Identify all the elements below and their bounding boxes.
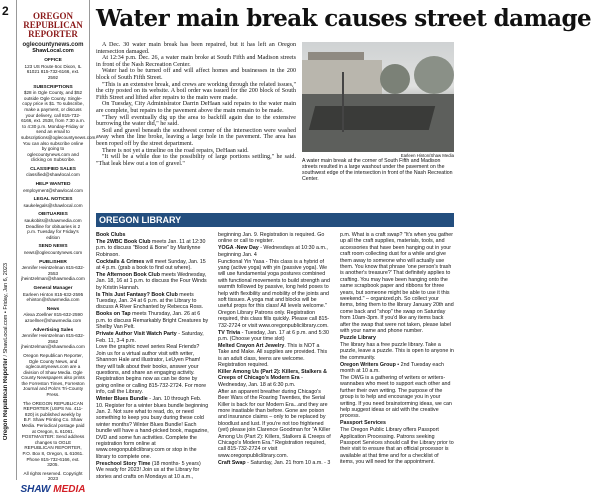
sidebar-block	[21, 212, 85, 240]
sidebar-block-text: Jennifer Heintzelman 815-632-2553 jheintzelman@shawmedia.com	[21, 265, 85, 282]
library-item-title: Melted Crayon Art Jewelry	[218, 342, 285, 349]
sidebar-block	[21, 182, 85, 193]
library-item-text: beginning Jan. 9. Registration is required. Go online or call to register.	[218, 232, 325, 245]
photo-caption: A water main break at the corner of South Fifth and Madison streets resulted in a large washout under the pavement on the southwest edge of the intersection in front of the Nash Recreation Center.	[302, 158, 453, 182]
masthead: OREGON REPUBLICAN REPORTER	[23, 11, 83, 39]
info-sidebar	[17, 0, 97, 495]
sidebar-block-heading: CLASSIFIED SALES	[30, 166, 76, 172]
library-item-text: - Saturday, Jan. 21 from 10 a.m. - 3	[245, 459, 331, 466]
sidebar-block-text: 123 US Route 6oc Dixon, IL 61021 815-732-6166, ext. 2592	[24, 63, 82, 80]
library-column-1	[96, 232, 210, 480]
sidebar-block-heading: SUBSCRIPTIONS	[33, 84, 73, 90]
library-item-text: The library has a free puzzle library. Take a puzzle, leave a puzzle. This is open to anyone in the community.	[340, 341, 454, 361]
sidebar-block-text: The OREGON REPUBLICAN REPORTER (USPS No. 411-820) is published weekly by B.F. Shaw Printing Co. Shaw Media. Periodical postage paid at Oregon, IL 61061. POSTMASTER: Send address changes to OGLE REPUBLICAN REPORTER, P.O. Box 8, Oregon, IL 61061. Phone 815-732-6166, ext. 3205.	[21, 400, 85, 468]
library-item-title: Books on Tap	[96, 311, 131, 318]
sidebar-block	[21, 244, 85, 255]
library-item-text: - Jan. 10 through Feb. 10. Register for a winter blues bundle beginning Jan. 2. Not sure what to read, do, or need something to keep you busy during these cold winter months? Winter Blues Bundle! Each bundle will have a hand-picked book, magazine, DVD and some fun activities. Complete the registration form online at www.oregonpubliclibrary.com or stop in the library to complete one.	[96, 396, 209, 460]
sidebar-block	[21, 401, 85, 468]
library-item-text: Functional Yin Yasa - This class is a hybrid of yang (active yoga) with yin (passive yoga). We will use fundamental yoga postures combined with functional movements to build strength and warmth followed by passive, long held poses to help with flexibility and mobility of the joints and soft tissues. A yoga mat and blocks will be useful props for this class! All levels welcome." Oregon Library Patrons only. Registration required, this class fills quickly. Please call 815-732-2724 or visit www.oregonpubliclibrary.com.	[218, 258, 330, 329]
story-paragraph: Soil and gravel beneath the southwest corner of the intersection were washed away when the line broke, leaving a large hole in the pavement. The area has been roped off by the street department.	[96, 127, 296, 147]
library-item-title: Killer Among Us (Part 2): Killers, Stalkers & Creeps of Chicago's Modern Era	[218, 369, 328, 382]
page-number: 2	[2, 4, 9, 18]
sidebar-block	[21, 286, 85, 303]
library-item-text: meets Wednesday, Jan. 18, 16 at 1 p.m. to discuss the Four Winds by Kristin Hannah.	[96, 271, 207, 291]
sidebar-block-heading: Advertising Sales	[32, 327, 74, 333]
library-item	[218, 343, 332, 369]
sidebar-block	[21, 260, 85, 282]
library-item	[96, 396, 210, 460]
library-item	[340, 375, 454, 420]
library-item-text: - Saturday, Feb. 11, 3-4 p.m.	[96, 331, 204, 344]
library-item	[218, 245, 332, 258]
library-item	[218, 232, 332, 245]
sidebar-block-heading: LEGAL NOTICES	[33, 197, 73, 203]
sidebar-blocks	[17, 58, 97, 482]
library-item	[96, 461, 210, 480]
shaw-media-logo	[17, 483, 89, 495]
sidebar-block-text: saukobits@shawmedia.com Deadline for obituaries is 2 p.m. Tuesday for Friday's edition	[24, 218, 82, 240]
sidebar-block	[21, 167, 85, 178]
library-column-3	[340, 232, 454, 466]
sidebar-block-text: All rights reserved. Copyright 2023	[23, 470, 83, 482]
library-item-title: Puzzle Library	[340, 335, 376, 341]
library-item	[218, 330, 332, 343]
story-paragraph: Water had to be turned off and will affect homes and businesses in the 200 block of South Fifth Street.	[96, 68, 296, 81]
sidebar-block-heading: HELP WANTED	[35, 182, 71, 188]
running-head	[3, 263, 9, 440]
sidebar-block	[21, 328, 85, 350]
library-item	[96, 292, 210, 311]
headline: Water main break causes street damage	[96, 5, 591, 32]
sidebar-block	[21, 353, 85, 398]
library-item-text: meets Tuesday, Jan. 24 at 6 p.m. at the Library to discuss A River Enchanted by Rebecca Ross.	[96, 291, 204, 311]
library-item-title: TV Trivia	[218, 329, 241, 336]
story-paragraph: There is not yet a timeline on the road repairs, DeHaan said.	[102, 147, 249, 154]
sidebar-block-text: saukelegals@shawlocal.com	[23, 202, 83, 208]
library-item-text: - Tuesday, Jan. 17 at 6 p.m. and 5:30 p.m. (Choose your time slot)	[218, 329, 329, 342]
library-item-text: meets Thursday, Jan. 26 at 6 p.m. to discuss Remarkably Bright Creatures by Shelby Van Pelt.	[96, 311, 209, 331]
library-item-text: After an apparent breather during Chicago's Beer Wars of the Roaring Twenties, the Serial Killer is back for our Modern Era...and they are more insatiable than before. Gone are poison and insurance claims – only to be replaced by bloodlust and lust. If you're not too frightened (yet) please join Clarence Goodman for "A Killer Among Us (Part 2): Killers, Stalkers & Creeps of Chicago's Modern Era." Registration required, call 815-732-2724 or visit www.oregonpubliclibrary.com.	[218, 388, 331, 459]
library-item-title: The 2WBC Book Club	[96, 238, 151, 245]
library-item	[340, 420, 454, 426]
library-item-title: Private Author Visit Watch Party	[96, 331, 177, 338]
photo-tree	[380, 64, 410, 94]
sidebar-block	[21, 197, 85, 208]
sidebar-block-heading: SEND NEWS	[38, 244, 68, 250]
story-paragraph: At 12:34 p.m. Dec. 26, a water main broke at South Fifth and Madison streets in front of the Nash Recreation Center.	[96, 55, 296, 68]
library-item	[96, 344, 210, 395]
sidebar-block-heading: PUBLISHER	[39, 259, 67, 265]
library-item	[218, 369, 332, 388]
story-paragraph: "It will be a while due to the possibility of large portions settling," he said. "That leak blew out a ton of gravel."	[96, 154, 296, 167]
sidebar-block	[21, 58, 85, 80]
library-item-title: Oregon Writers Group	[340, 361, 396, 368]
library-item	[218, 389, 332, 459]
logo-shaw: SHAW	[20, 483, 54, 495]
library-item-text: . This is NOT a Take and Make. All supplies are provided. This is an adult class, teens are welcome. Registration required.	[218, 342, 328, 369]
sidebar-block-heading: News	[46, 306, 60, 312]
story-paragraph: A Dec. 30 water main break has been repaired, but it has left an Oregon intersection damaged.	[96, 42, 296, 55]
story-paragraph: On Tuesday, City Administrator Darrin DeHaan said repairs to the water main are complete, but repairs to the pavement above the main remain to be made.	[96, 101, 296, 114]
photo-washout-hole	[309, 106, 435, 130]
library-item	[96, 232, 210, 238]
sidebar-block-text: employment@shawlocal.com	[23, 187, 83, 193]
site-url[interactable]: oglecountynews.com	[22, 42, 84, 48]
library-item-text: (18 months- 5 years) We ready for 2023! Join us at the Library for stories and crafts on Mondays at 10 a.m.,	[96, 460, 201, 480]
library-item-text: - Wednesday, Jan. 18 at 6:30 p.m.	[218, 375, 303, 388]
photo-pole	[342, 72, 344, 132]
logo-media: MEDIA	[53, 483, 86, 495]
sidebar-block-text: news@oglecountynews.com	[23, 250, 83, 255]
story-body	[96, 42, 296, 167]
library-item-title: Cocktails & Crimes	[96, 258, 145, 265]
photo-credit: Earleen Hinton/Shaw Media	[400, 153, 454, 158]
library-item-text: The Oregon Public Library offers Passport Application Processing. Patrons seeking Passport Services should call the Library prior to their visit to ensure that an official processor is available at that time and for a checklist of items, you will need for the appointment.	[340, 427, 454, 466]
sidebar-block	[21, 307, 85, 324]
library-header: OREGON LIBRARY	[96, 213, 454, 227]
library-item	[340, 342, 454, 361]
library-item-text: meets Jan. 11 at 12:30 p.m. to discuss "Blood & Bone" by Marilynne Robinson.	[96, 238, 206, 258]
library-item	[218, 259, 332, 329]
story-paragraph: "This is an extensive break, and crews are working through the related issues," the city posted on its website. A boil order was issued for the 200 block of South Fifth Street and lifted after repairs to the main were made.	[96, 81, 296, 101]
library-item-title: The Afternoon Book Club	[96, 271, 160, 278]
library-item	[340, 427, 454, 465]
library-item	[96, 272, 210, 291]
library-item-text: will meet Sunday, Jan. 15 at 4 p.m. (grab a book to find out where).	[96, 258, 206, 272]
library-item-title: Is This Just Fantasy? Book Club	[96, 291, 178, 298]
story-paragraph: "They will eventually dig up the area to backfill again due to the extensive burrowing the water did," he said.	[96, 114, 296, 128]
library-item	[96, 331, 210, 344]
sidebar-block-text: $28 in Ogle County, and $52 outside Ogle County. Single-copy price is $1. To subscribe, make a payment, or discuss your delivery, call 815-732-6166, ext. 2538, from 7:30 a.m. to 4:30 p.m. Monday-Friday or send an email to subscriptions@oglecountynews.com. You can also subscribe online by going to oglecountynews.com and clicking on Subscribe.	[21, 90, 97, 163]
library-item-title: Craft Swap	[218, 459, 246, 466]
sidebar-block-text: Oregon Republican Reporter, Ogle County News, and oglecountynews.com are a division of Shaw Media. Ogle County Newspapers also prints the Forreston Times, Forreston Journal and Polo's Tri-County Press.	[21, 352, 85, 398]
library-item-title: YOGA -New Day	[218, 245, 259, 252]
library-item-text: p.m. What is a craft swap? "It's when you gather up all the craft supplies, materials, tools, and accessories that have been hanging out in your craft room collecting dust for a while and give them away to someone who will actually use them. You know that phrase 'one person's trash is another's treasure?' That definitely applies to crafting. You may have been hanging onto the same scrapbook paper and ribbons for three years, but someone might be able to use it this weekend." – organized.ph. So collect your items, bring them to the library January 20th and come back and "shop" the swap on Saturday from 10am-3pm. If you'd like any items back after the swap that were not taken, please label with your name and phone number.	[340, 232, 454, 335]
library-item	[340, 335, 454, 341]
shawlocal-url[interactable]: ShawLocal.com	[32, 47, 74, 54]
library-item-title: Winter Blues Bundle	[96, 396, 148, 403]
library-item-text: - Wednesdays at 10:30 a.m., beginning Jan. 4	[218, 245, 328, 258]
sidebar-block-heading: OFFICE	[44, 58, 62, 64]
sidebar-block-heading: OBITUARIES	[38, 212, 68, 218]
library-item-text: Love the graphic novel series Real Friends? Join us for a virtual author visit with writer, Shannon Hale and illustrator, LeUyen Pham! they will talk about their books, answer your questions, and share an engaging activity. Registration begins now as can be done by going online or calling 815-732-2724. For more info, call the Library.	[96, 344, 207, 396]
page-edge-strip	[0, 0, 17, 480]
library-item	[96, 259, 210, 272]
running-head-pub: Oregon Republican Reporter	[3, 357, 9, 440]
running-head-rest: / ShawLocal.com • Friday, Jan 6, 2023	[3, 262, 9, 357]
library-item	[96, 239, 210, 258]
sidebar-block	[21, 84, 97, 163]
sidebar-block-heading: General Manager	[33, 285, 73, 291]
news-photo	[302, 42, 454, 152]
library-item	[340, 232, 454, 335]
library-item-text: The OWG is a gathering of writers or writers-wannabes who meet to support each other and further their own writing. The purpose of the group is to help and encourage you in your writing. If you need brainstorming ideas, we can help suggest ideas or aid with the creative process.	[340, 374, 452, 420]
sidebar-block-text: classified@shawlocal.com	[26, 172, 80, 178]
library-item-title: Passport Services	[340, 420, 386, 427]
photo-tree	[414, 56, 454, 94]
sidebar-block-text: Alexa Zoellner 815-632-2590 azoellner@shawmedia.com	[23, 312, 83, 323]
library-item-title: Book Clubs	[96, 232, 126, 238]
library-item	[340, 362, 454, 375]
library-item-title: Preschool Story Time	[96, 460, 151, 467]
sidebar-block	[21, 471, 85, 482]
sidebar-block-text: Earleen Hinton 815-632-2595 ehinton@shawmedia.com	[22, 291, 84, 303]
library-column-2	[218, 232, 332, 467]
library-item	[218, 460, 332, 466]
library-item-text: • 2nd Tuesday each month at 10 a.m.	[340, 361, 444, 375]
library-item	[96, 311, 210, 330]
sidebar-block-text: Jennifer Heintzelman 815-632-2562 jheintzelman@shawmedia.com	[21, 333, 85, 350]
library-section	[96, 213, 454, 478]
